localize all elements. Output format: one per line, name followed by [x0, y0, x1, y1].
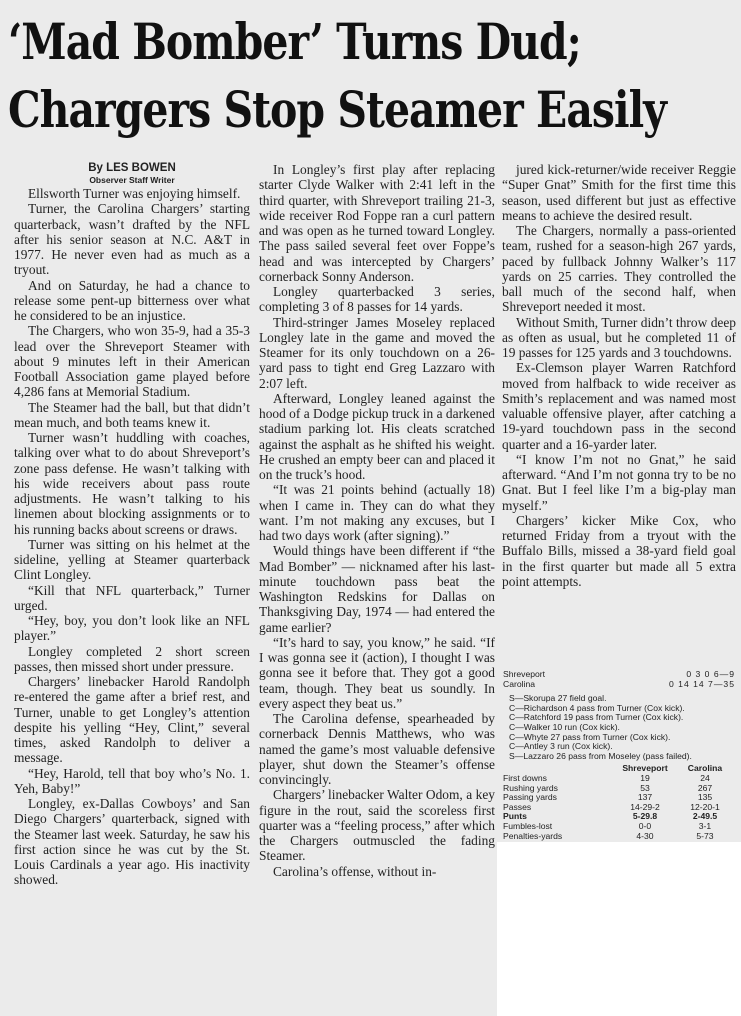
paragraph: Third-stringer James Moseley replaced Longley late in the game and moved the Steamer for its only touchdown on a 26-yard pass to tight end Greg Lazzaro with 2:07 left. [259, 314, 495, 391]
paragraph: Ex-Clemson player Warren Ratchford moved from halfback to wide receiver as Smith’s replacement and was named most valuable offensive player, after catching a 19-yard touchdown pass in the second quarter and a 16-yarder later. [502, 360, 736, 452]
paragraph: In Longley’s first play after replacing starter Clyde Walker with 2:41 left in the third quarter, with Shreveport trailing 21-3, wide receiver Rod Foppe ran a curl pattern and was open as he turned toward Longley. The pass sailed several feet over Foppe’s head and was intercepted by Chargers’ cornerback Sonny Anderson. [259, 162, 495, 284]
stat-carolina: 24 [700, 772, 710, 783]
article-column-3 [502, 162, 736, 589]
paragraph: Ellsworth Turner was enjoying himself. [28, 186, 241, 201]
paragraph: And on Saturday, he had a chance to release some pent-up bitterness over what he considered to be an injustice. [14, 277, 250, 323]
stat-shreveport: 0-0 [638, 820, 652, 831]
column-3-paragraphs [502, 162, 736, 589]
stat-carolina: 5-73 [696, 830, 714, 841]
stat-carolina: 12-20-1 [690, 801, 720, 812]
stats-header-shreveport: Shreveport [622, 763, 668, 774]
stat-label: Passing yards [503, 792, 557, 803]
headline-line-1: ‘Mad Bomber’ Turns Dud; [8, 12, 581, 71]
stats-header-carolina: Carolina [687, 763, 723, 774]
paragraph: Would things have been different if “the Mad Bomber” — nicknamed after his last-minute touchdown pass beat the Washington Redskins for Dallas on Thanksgiving Day, 1974 — had entered the game earlier? [259, 543, 495, 635]
stat-carolina: 135 [697, 792, 713, 803]
scoring-play: C—Walker 10 run (Cox kick). [509, 721, 620, 732]
paragraph: “I know I’m not no Gnat,” he said afterward. “And I’m not gonna try to be no Gnat. But I feel like I’m a big-play man myself.” [502, 451, 736, 513]
stat-label: Penalties-yards [503, 830, 563, 841]
paragraph: Longley quarterbacked 3 series, completing 3 of 8 passes for 14 yards. [259, 284, 495, 315]
linescore-team: Carolina [503, 678, 536, 689]
paragraph: Without Smith, Turner didn’t throw deep as often as usual, but he completed 11 of 19 passes for 125 yards and 3 touchdowns. [502, 314, 736, 360]
paragraph: “Kill that NFL quarterback,” Turner urged. [14, 582, 250, 613]
paragraph: “Hey, boy, you don’t look like an NFL player.” [14, 613, 250, 644]
box-score [503, 670, 736, 841]
byline-author: By LES BOWEN [88, 162, 176, 174]
stat-label: Passes [503, 801, 532, 812]
paragraph: Afterward, Longley leaned against the hood of a Dodge pickup truck in a darkened stadium parking lot. His cleats scratched against the asphalt as he shifted his weight. He crushed an empty beer can and placed it on the truck’s hood. [259, 390, 495, 482]
paragraph: Chargers’ kicker Mike Cox, who returned Friday from a tryout with the Buffalo Bills, missed a 38-yard field goal in the first quarter but made all 5 extra point attempts. [502, 512, 736, 589]
paragraph: Turner was sitting on his helmet at the sideline, yelling at Steamer quarterback Clint Longley. [14, 536, 250, 583]
paragraph: Chargers’ linebacker Walter Odom, a key figure in the rout, said the scoreless first quarter was a “feeling process,” after which the Chargers outmuscled the fading Steamer. [259, 787, 495, 864]
paragraph: The Steamer had the ball, but that didn’t mean much, and both teams knew it. [14, 399, 250, 430]
paragraph: Chargers’ linebacker Harold Randolph re-entered the game after a brief rest, and Turner, unable to get Longley’s attention despite his yelling “Hey, Clint,” several times, asked Randolph to deliver a message. [14, 674, 250, 766]
stat-label: First downs [503, 772, 547, 783]
paragraph: The Chargers, normally a pass-oriented team, rushed for a season-high 267 yards, paced by fullback Johnny Walker’s 117 yards on 25 carries. They controlled the ball much of the second half, when Shreveport needed it most. [502, 223, 736, 315]
scoring-plays [509, 694, 736, 761]
paragraph: Turner wasn’t huddling with coaches, talking over what to do about Shreveport’s zone pass defense. He wasn’t talking with his wide receivers about pass route adjustments. He wasn’t talking to his linemen about blocking assignments or to his running backs about screens or draws. [14, 430, 250, 537]
stat-label: Rushing yards [503, 782, 558, 793]
scoring-play: C—Antley 3 run (Cox kick). [509, 741, 613, 752]
paragraph: Carolina’s offense, without in- [273, 863, 437, 879]
article-column-2 [259, 162, 495, 879]
paragraph: jured kick-returner/wide receiver Reggie “Super Gnat” Smith for the first time this season, used different but just as effective means to achieve the desired result. [502, 162, 736, 223]
paragraph: “Hey, Harold, tell that boy who’s No. 1. Yeh, Baby!” [14, 765, 250, 796]
stat-carolina: 267 [697, 782, 713, 793]
stat-shreveport: 14-29-2 [630, 801, 660, 812]
stat-shreveport: 19 [640, 772, 650, 783]
stat-label: Punts [503, 811, 527, 822]
linescore-quarters: 0 3 0 6—9 [686, 669, 735, 679]
paragraph: The Chargers, who won 35-9, had a 35-3 lead over the Shreveport Steamer with about 9 minutes left in their American Football Association game played before 4,286 fans at Memorial Stadium. [14, 323, 250, 400]
stat-label: Fumbles-lost [503, 820, 553, 831]
stat-shreveport: 137 [637, 792, 653, 803]
scoring-play: S—Skorupa 27 field goal. [509, 693, 607, 704]
linescore-carolina [503, 680, 736, 690]
stat-shreveport: 5-29.8 [632, 811, 658, 822]
paragraph: “It was 21 points behind (actually 18) when I came in. They can do what they want. I’m not making any excuses, but I had two days work (after signing).” [259, 482, 495, 543]
scoring-play: C—Richardson 4 pass from Turner (Cox kick). [509, 702, 685, 713]
linescore-quarters: 0 14 14 7—35 [669, 678, 735, 689]
stat-carolina: 3-1 [698, 820, 712, 831]
paragraph: Turner, the Carolina Chargers’ starting quarterback, wasn’t drafted by the NFL after his senior season at N.C. A&T in 1977. He never even had as much as a tryout. [14, 201, 250, 278]
stat-carolina: 2-49.5 [692, 811, 718, 822]
stat-shreveport: 53 [640, 782, 650, 793]
paragraph: The Carolina defense, spearheaded by cornerback Dennis Matthews, who was named the game’s most valuable defensive player, shut down the Steamer’s offense convincingly. [259, 711, 495, 787]
stat-shreveport: 4-30 [636, 830, 654, 841]
paragraph: Longley completed 2 short screen passes, then missed short under pressure. [14, 643, 250, 674]
column-1-paragraphs [14, 186, 250, 888]
article-column-1 [14, 162, 250, 888]
headline-line-2: Chargers Stop Steamer Easily [8, 80, 667, 139]
column-2-paragraphs [259, 162, 495, 879]
byline-title: Observer Staff Writer [89, 175, 175, 185]
team-stats-table [503, 764, 736, 841]
linescore-team: Shreveport [503, 669, 546, 679]
paragraph: “It’s hard to say, you know,” he said. “If I was gonna see it (action), I thought I was gonna see it before that. They got a good team, though. They beat us soundly. In every aspect they beat us.” [259, 634, 495, 711]
scoring-play: C—Whyte 27 pass from Turner (Cox kick). [509, 731, 671, 742]
paragraph: Longley, ex-Dallas Cowboys’ and San Diego Chargers’ quarterback, signed with the Steamer last week. Saturday, he saw his first action since he was cut by the St. Louis Cardinals a year ago. His inactivity showed. [14, 796, 250, 888]
scoring-play: C—Ratchford 19 pass from Turner (Cox kick). [509, 712, 684, 723]
headline [8, 8, 667, 144]
scoring-play: S—Lazzaro 26 pass from Moseley (pass failed). [509, 750, 692, 761]
